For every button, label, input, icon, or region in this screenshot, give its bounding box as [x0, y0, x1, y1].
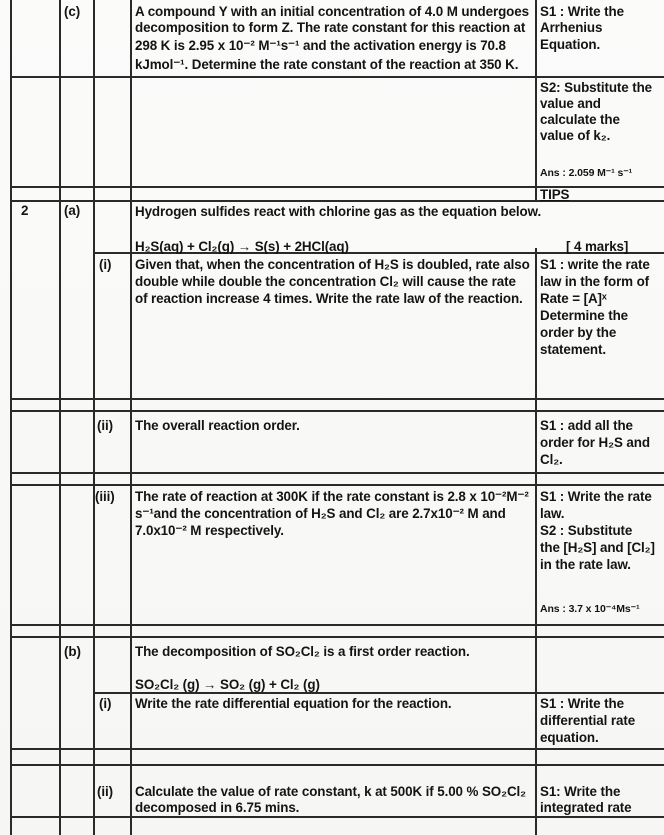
- part-a-intro: Hydrogen sulfides react with chlorine gas as the equation below.: [135, 204, 542, 219]
- part-c-question-line: A compound Y with an initial concentration of 4.0 M undergoes: [135, 4, 529, 19]
- row-divider: [10, 624, 664, 626]
- part-b-ii-tip-line: S1: Write the: [540, 784, 621, 799]
- part-a-iii-question-line: The rate of reaction at 300K if the rate constant is 2.8 x 10⁻²M⁻²: [135, 489, 529, 504]
- part-b-i-tip-line: equation.: [540, 730, 599, 745]
- part-a-label: (a): [64, 203, 81, 218]
- row-divider: [10, 398, 664, 400]
- column-divider: [10, 0, 12, 835]
- part-a-iii-tip-line: in the rate law.: [540, 557, 631, 572]
- part-a-iii-tip-line: the [H₂S] and [Cl₂]: [540, 540, 655, 555]
- column-divider: [93, 0, 95, 835]
- part-a-ii-tip-line: S1 : add all the: [540, 418, 633, 433]
- part-a-i-question-line: Given that, when the concentration of H₂S is doubled, rate also: [135, 257, 530, 272]
- part-a-i-tip-line: Rate = [A]ˣ: [540, 291, 607, 306]
- part-a-i-tip-line: order by the: [540, 325, 617, 340]
- row-divider: [10, 410, 664, 412]
- row-divider: [10, 484, 664, 486]
- part-b-equation: SO₂Cl₂ (g) → SO₂ (g) + Cl₂ (g): [135, 677, 320, 692]
- part-a-iii-tip-line: law.: [540, 506, 565, 521]
- part-c-question-line: 298 K is 2.95 x 10⁻² M⁻¹s⁻¹ and the activation energy is 70.8: [135, 38, 506, 53]
- part-a-i-question-line: double while double the concentration Cl₂ will cause the rate: [135, 274, 516, 289]
- part-b-i-tip-line: S1 : Write the: [540, 696, 624, 711]
- row-divider: [10, 816, 664, 818]
- part-a-iii-question-line: 7.0x10⁻² M respectively.: [135, 523, 284, 538]
- part-c-tip-line: value and: [540, 96, 601, 111]
- row-divider: [10, 764, 664, 766]
- part-a-i-tip-line: Determine the: [540, 308, 628, 323]
- part-b-ii-label: (ii): [97, 784, 113, 799]
- part-a-i-tip-line: statement.: [540, 342, 606, 357]
- column-divider: [130, 0, 132, 835]
- part-a-ii-label: (ii): [97, 418, 113, 433]
- column-divider: [535, 248, 537, 835]
- part-a-i-question-line: of reaction increase 4 times. Write the rate law of the reaction.: [135, 291, 523, 306]
- part-a-i-tip-line: S1 : write the rate: [540, 257, 650, 272]
- part-c-answer: Ans : 2.059 M⁻¹ s⁻¹: [540, 167, 633, 179]
- part-b-label: (b): [64, 644, 81, 659]
- part-c-tip-line: S2: Substitute the: [540, 80, 653, 95]
- part-a-iii-question-line: s⁻¹and the concentration of H₂S and Cl₂ are 2.7x10⁻² M and: [135, 506, 506, 521]
- part-a-iii-tip-line: S2 : Substitute: [540, 523, 633, 538]
- column-divider: [59, 0, 61, 835]
- part-c-tip-line: calculate the: [540, 112, 620, 127]
- part-c-tip-line: S1 : Write the: [540, 4, 624, 19]
- part-b-ii-question-line: decomposed in 6.75 mins.: [135, 800, 300, 815]
- part-b-i-question: Write the rate differential equation for the reaction.: [135, 696, 452, 711]
- row-divider: [10, 76, 664, 78]
- part-c-tip-line: Equation.: [540, 37, 601, 52]
- part-a-iii-answer: Ans : 3.7 x 10⁻⁴Ms⁻¹: [540, 603, 640, 615]
- column-divider: [535, 0, 537, 200]
- part-c-label: (c): [64, 4, 81, 19]
- part-a-i-tip-line: law in the form of: [540, 274, 650, 289]
- part-b-i-label: (i): [99, 696, 112, 711]
- row-divider: [10, 636, 664, 638]
- part-b-intro: The decomposition of SO₂Cl₂ is a first order reaction.: [135, 644, 470, 659]
- part-c-question-line: decomposition to form Z. The rate constant for this reaction at: [135, 20, 526, 35]
- tips-heading: TIPS: [540, 187, 570, 202]
- row-divider: [10, 472, 664, 474]
- part-a-equation: H₂S(aq) + Cl₂(g) → S(s) + 2HCl(aq): [135, 239, 349, 254]
- part-c-question-line: kJmol⁻¹. Determine the rate constant of the reaction at 350 K.: [135, 57, 519, 72]
- part-a-iii-label: (iii): [95, 489, 115, 504]
- part-a-ii-tip-line: Cl₂.: [540, 452, 563, 467]
- row-divider: [10, 748, 664, 750]
- marks-label: [ 4 marks]: [566, 239, 629, 254]
- question-number: 2: [21, 203, 29, 218]
- part-c-tip-line: value of k₂.: [540, 128, 611, 143]
- part-b-ii-tip-line: integrated rate: [540, 800, 632, 815]
- part-b-i-tip-line: differential rate: [540, 713, 636, 728]
- part-a-ii-question: The overall reaction order.: [135, 418, 300, 433]
- part-a-iii-tip-line: S1 : Write the rate: [540, 489, 652, 504]
- part-a-ii-tip-line: order for H₂S and: [540, 435, 650, 450]
- part-c-tip-line: Arrhenius: [540, 20, 603, 35]
- part-a-i-label: (i): [99, 257, 112, 272]
- part-b-ii-question-line: Calculate the value of rate constant, k at 500K if 5.00 % SO₂Cl₂: [135, 784, 526, 799]
